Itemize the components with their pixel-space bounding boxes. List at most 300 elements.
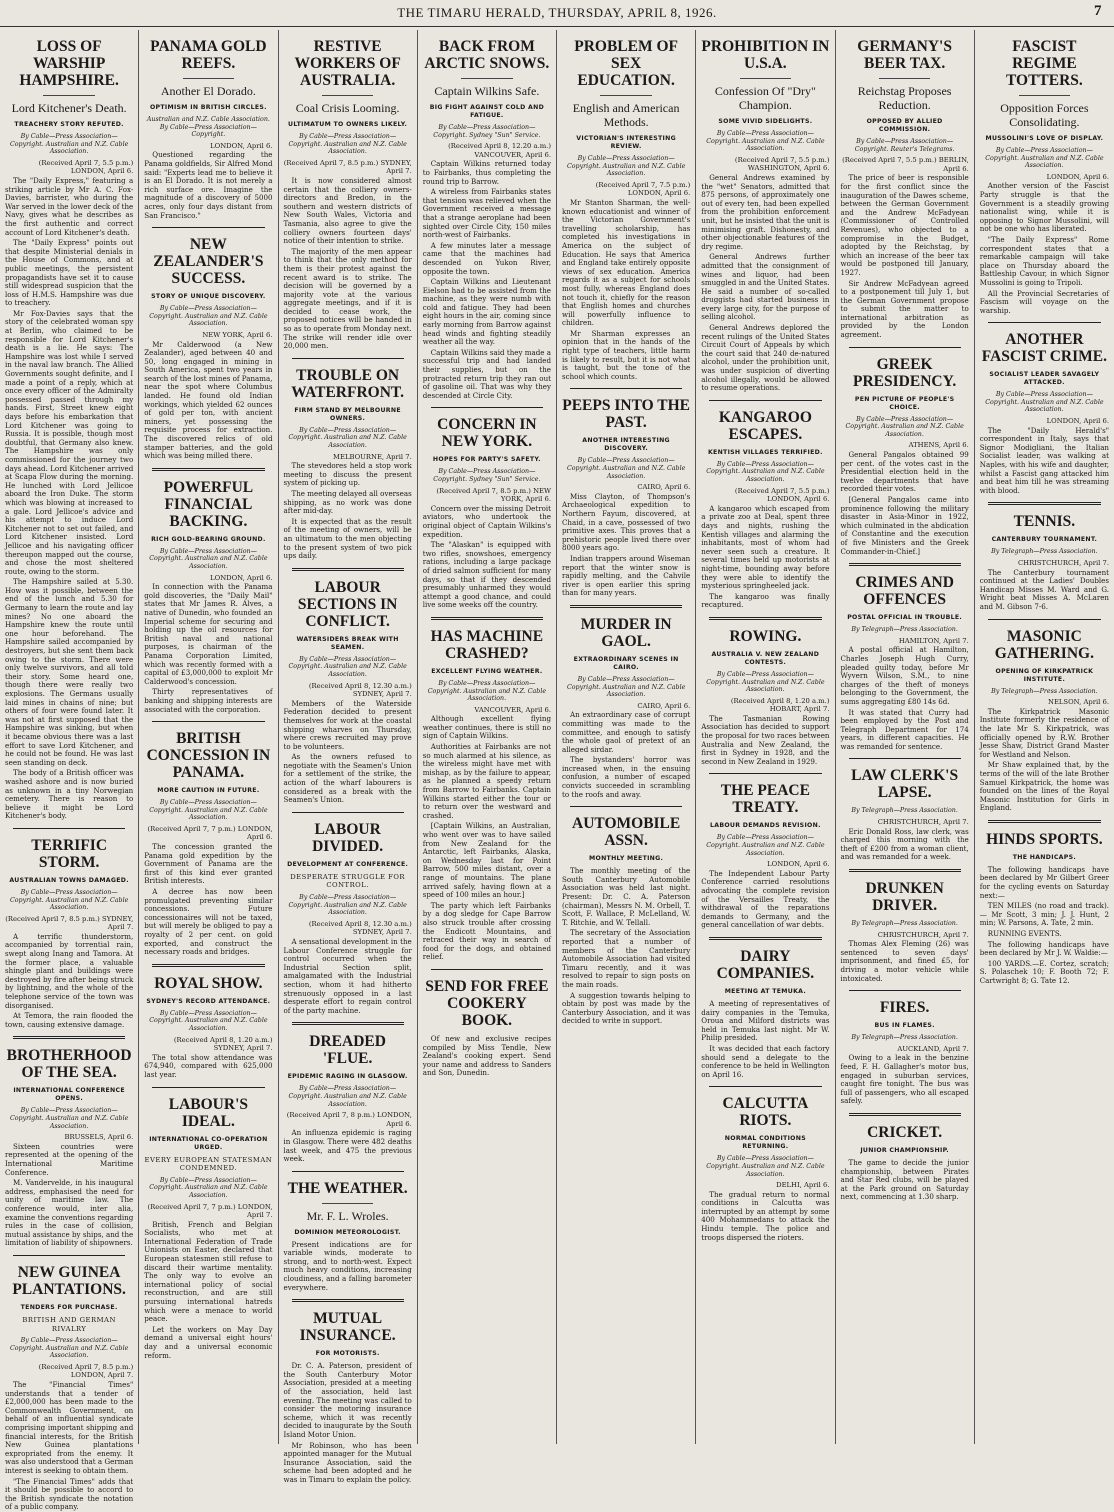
body-paragraph: Mr Robinson, who has been appointed manager for the Mutual Insurance Association, said the scheme had been adopted and he was in Timaru to explain the policy. (283, 1440, 412, 1484)
column-rule (709, 773, 821, 774)
headline: BRITISH CONCESSION IN PANAMA. (146, 730, 271, 782)
article (980, 322, 1109, 495)
sub-rule (322, 1203, 373, 1204)
headline: TERRIFIC STORM. (31, 836, 108, 871)
body-paragraph: Although excellent flying weather continues, there is still no sign of Captain Wilkins. (422, 714, 551, 741)
article (562, 388, 690, 598)
press-credit: By Telegraph—Press Association. (991, 548, 1098, 556)
body-paragraph: A decree has now been promulgated preventing similar concessions. Future concessionaires will not be taxed, but will merely be obliged to pay a royalty of 2 per cent. on gold exported, and construct the necessary roads and bridges. (144, 887, 273, 957)
sub-rule (740, 78, 791, 79)
headline: ROYAL SHOW. (154, 974, 263, 992)
body-paragraph: Let the workers on May Day demand a universal eight hours' day and a universal economic reform. (144, 1324, 273, 1360)
body-paragraph: The secretary of the Association reported that a number of members of the Canterbury Automobile Association had visited Timaru recently, and it was resolved to repair to sign posts on the main roads. (562, 928, 691, 989)
column (975, 30, 1114, 1444)
tagline: BUS IN FLAMES. (874, 1022, 935, 1030)
body-paragraph: Captain Wilkins and Lieutenant Eielson had to be assisted from the machine, as they were numb with cold and fatigue. They had been eight hours in the air, coming since early morning from Barrow against head winds and fighting steadily weather all the way. (422, 277, 551, 347)
dateline: (Received April 8, 12.30 a.m.) SYDNEY, April 7. (308, 919, 412, 937)
body-paragraph: General Andrews deplored the recent rulings of the United States Circuit Court of Appeals by which the court said that 240 de-natured alcohol, under the prohibition unit, was under suspicion of diverting alcohol illegally, would be allowed to resume operations. (701, 323, 830, 393)
tagline: CANTERBURY TOURNAMENT. (991, 536, 1098, 544)
article (284, 38, 412, 351)
body-paragraph: [General Pangalos came into prominence following the military disaster in Asia-Minor in 1922, which culminated in the abdication of Constantine and the execution of five Ministers and the Greek Commander-in-Chief.] (840, 495, 969, 556)
article (701, 38, 829, 393)
press-credit: By Cable—Press Association—Copyright. Australian and N.Z. Cable Association. (288, 655, 407, 678)
dateline: (Received April 8, 12.20 a.m.) VANCOUVER, April 6. (448, 142, 551, 159)
dateline: LONDON, April 6. (1046, 172, 1109, 181)
section-head: BRITISH AND GERMAN RIVALRY (22, 1315, 116, 1333)
tagline: LABOUR DEMANDS REVISION. (710, 822, 821, 830)
page-number: 7 (1094, 3, 1102, 19)
headline: THE PEACE TREATY. (720, 782, 810, 817)
dateline: (Received April 7, 8.5 p.m.) NEW YORK, April 6. (436, 486, 551, 504)
article (144, 964, 272, 1080)
dateline: LONDON, April 6. (210, 573, 273, 582)
article (562, 605, 690, 799)
headline: LABOUR'S IDEAL. (168, 1095, 248, 1130)
article (144, 468, 272, 714)
article (284, 1171, 412, 1293)
dateline: LONDON, April 6. (210, 141, 273, 150)
article (701, 400, 829, 610)
body-paragraph: Sir Andrew McFadyean agreed to a postponement till July 1, but the German Government propose to submit the matter to international arbitration as provided by the London agreement. (840, 278, 969, 340)
column-rule (849, 758, 961, 759)
tagline: OPENING OF KIRKPATRICK INSTITUTE. (995, 667, 1094, 683)
body-paragraph: Present indications are for variable winds, moderate to strong, and to north-west. Expect much heavy conditions, increasing cloudiness, and a falling barometer everywhere. (283, 1239, 412, 1292)
column-rule (709, 1086, 821, 1087)
column-rule (709, 400, 821, 401)
headline: HAS MACHINE CRASHED? (430, 627, 544, 662)
column-rule (152, 964, 264, 967)
headline: GERMANY'S BEER TAX. (857, 38, 952, 72)
article (284, 1299, 412, 1484)
body-paragraph: Another version of the Fascist Party struggle is that the Government is a steadily growing nationalist wing, while it is opposing to Signor Mussolini, will not be one who has liberated. (979, 181, 1109, 234)
section-head: DESPERATE STRUGGLE FOR CONTROL. (290, 872, 406, 890)
column (696, 30, 835, 1444)
tagline: THE HANDICAPS. (1012, 853, 1076, 861)
body-paragraph: The "Daily Express" points out that despite Ministerial denials in the House of Commons, and at public meetings, the persistent propagandists have set it to cause still widespread suspicion that the loss of H.M.S. Hampshire was due to treachery. (5, 238, 134, 308)
headline: MURDER IN GAOL. (580, 615, 672, 650)
body-paragraph: "The Daily Express" Rome correspondent states that a remarkable campaign will take place on Thursday aboard the Battleship Cavour, in which Signor Mussolini is going to Tripoli. (979, 234, 1109, 287)
body-paragraph: As the owners refused to negotiate with the Seamen's Union for a settlement of the strike, the action of the wharf labourers is considered as a break with the Seamen's Union. (283, 752, 412, 805)
press-credit: By Cable—Press Association—Copyright. Australian and N.Z. Cable Association. (149, 1176, 268, 1199)
body-paragraph: A meeting of representatives of dairy companies in the Temuka, Oroua and Milford districts was held in Temuka last night. Mr W. Philip presided. (701, 998, 830, 1043)
tagline: ANOTHER INTERESTING DISCOVERY. (582, 437, 670, 453)
subheadline: Opposition Forces Consolidating. (1000, 101, 1089, 129)
article (701, 1086, 829, 1242)
press-credit: By Cable—Press Association—Copyright. Australian and N.Z. Cable Association. (149, 547, 268, 570)
article (980, 820, 1109, 986)
headline: TENNIS. (1013, 513, 1076, 531)
dateline: (Received April 7, 5.5 p.m.) WASHINGTON, April 6. (734, 155, 830, 173)
body-paragraph: Mr Shaw explained that, by the terms of the will of the late Brother Samuel Kirkpatrick, the home was founded on the lines of the Royal Masonic Institution for Girls in England. (979, 760, 1109, 813)
headline: THE WEATHER. (287, 1179, 408, 1197)
dateline: (Received April 7, 8.5 p.m.) SYDNEY, April 7. (5, 914, 134, 932)
dateline: CHRISTCHURCH, April 7. (877, 930, 969, 939)
dateline: DELHI, April 6. (776, 1181, 830, 1190)
body-paragraph: Captain Wilkins said they made a successful trip and had landed their supplies, but on the protracted return trip they ran out of gasoline oil. That was why they descended at Circle City. (422, 347, 551, 400)
body-paragraph: The game to decide the junior championship, between Pirates and Star Red clubs, will be played at the Park ground on Saturday next, commencing at 1.30 sharp. (840, 1157, 969, 1202)
press-credit: By Cable—Press Association—Copyright. Sydney "Sun" Service. (433, 124, 541, 139)
headline: FASCIST REGIME TOTTERS. (1005, 38, 1083, 89)
column-rule (849, 347, 961, 348)
column-rule (849, 990, 961, 991)
body-paragraph: General Andrews further admitted that the consignment of wines and liquor, had been smuggled in and the United States. He said a number of so-called druggists had started business in every large city, for the purpose of selling alcohol. (701, 252, 830, 322)
headline: HINDS SPORTS. (986, 830, 1103, 848)
dateline: (Received April 8, 1.20 a.m.) HOBART, April 7. (730, 696, 830, 714)
body-paragraph: The Kirkpatrick Masonic Institute formerly the residence of the late Mr S. Kirkpatrick, was officially opened by R.W. Brother Jesse Shaw, District Grand Master for Westland and Nelson. (979, 706, 1109, 759)
headline: AUTOMOBILE ASSN. (572, 815, 681, 850)
column-rule (292, 358, 404, 359)
body-paragraph: [Captain Wilkins, an Australian, who went over was to have sailed from New Zealand for the Antarctic, left Fairbanks, Alaska, on Wednesday last for Point Barrow, 500 miles distant, over a range of mountains. The plane arrived safely, having flown at a speed of 100 miles an hour.] (422, 821, 551, 900)
sub-rule (183, 78, 234, 79)
tagline: JUNIOR CHAMPIONSHIP. (860, 1146, 949, 1154)
tagline: AUSTRALIAN TOWNS DAMAGED. (9, 876, 129, 884)
dateline: (Received April 7, 8 p.m.) LONDON, April 6. (286, 1111, 412, 1128)
column-rule (152, 721, 264, 722)
subheadline: Mr. F. L. Wroles. (306, 1208, 389, 1223)
press-credit: By Cable—Press Association—Copyright. Australian and N.Z. Cable Association. (566, 675, 686, 699)
article (5, 1255, 133, 1512)
column (557, 30, 696, 1444)
tagline: INTERNATIONAL CO-OPERATION URGED. (149, 1135, 268, 1151)
headline: DREADED 'FLUE. (309, 1033, 386, 1068)
body-paragraph: A sensational development in the Labour Conference struggle for control occurred when the Industrial Section split, amalgamated with the Industrial section, whom it had hitherto strenuously opposed in a last desperate effort to regain control of the party machine. (283, 937, 412, 1015)
article (701, 937, 829, 1079)
column-rule (431, 617, 543, 620)
body-paragraph: The concession granted the Panama gold expedition by the Government of Panama are the first of this kind ever granted British interests. (144, 842, 273, 886)
press-credit: By Telegraph—Press Association. (851, 626, 958, 634)
subheadline: Lord Kitchener's Death. (11, 101, 127, 115)
headline: CALCUTTA RIOTS. (722, 1095, 809, 1130)
headline: PROBLEM OF SEX EDUCATION. (574, 38, 678, 89)
body-paragraph: 100 YARDS.—E. Cortez, scratch; S. Polaschek 10; F. Booth 72; F. Cartwright 8; G. Tate 12. (979, 958, 1109, 985)
column (418, 30, 557, 1444)
headline: CRIMES AND OFFENCES (855, 574, 954, 609)
press-credit: By Cable—Press Association—Copyright. Australian and N.Z. Cable Association. (9, 133, 129, 156)
article (701, 773, 829, 930)
dateline: (Received April 7, 7 p.m.) LONDON, April 7. (147, 1202, 273, 1220)
body-paragraph: The "Daily Herald's" correspondent in Italy, says that Signor Modigliani, the Italian Socialist leader, was walking at Naples, with his wife and daughter, whilst a Fascist gang attacked him and beat him till he was streaming with blood. (979, 425, 1109, 495)
tagline: EXCELLENT FLYING WEATHER. (431, 667, 543, 675)
press-credit: By Cable—Press Association—Copyright. Australian and N.Z. Cable Association. (706, 834, 825, 857)
press-credit: By Cable—Press Association—Copyright. Australian and N.Z. Cable Association. (566, 155, 686, 178)
body-paragraph: Owing to a leak in the benzine feed, F. H. Gallagher's motor bus, engaged in suburban services, caught fire tonight. The bus was full of passengers, who all escaped safely. (840, 1053, 969, 1106)
press-credit: By Telegraph—Press Association. (851, 1034, 958, 1042)
headline: BACK FROM ARCTIC SNOWS. (424, 38, 550, 72)
body-paragraph: A kangaroo which escaped from a private zoo at Deal, spent three days and nights, rushing the Kentish villages and alarming the inhabitants, most of whom had never seen such a creature. It several times held up motorists at night-time, bounding away before they were able to identify the mysterious springheeled jack. (701, 503, 830, 591)
column-rule (570, 388, 682, 389)
headline: POWERFUL FINANCIAL BACKING. (163, 478, 254, 530)
body-paragraph: Captain Wilkins returned today to Fairbanks, thus completing the round trip to Barrow. (422, 159, 551, 186)
column-rule (292, 1171, 404, 1172)
tagline: TREACHERY STORY REFUTED. (14, 121, 124, 128)
tagline: BIG FIGHT AGAINST COLD AND FATIGUE. (429, 104, 545, 119)
body-paragraph: An influenza epidemic is raging in Glasgow. There were 482 deaths last week, and 475 the previous week. (283, 1128, 412, 1164)
dateline: (Received April 8, 1.20 a.m.) SYDNEY, April 7. (173, 1035, 273, 1053)
column-rule (709, 617, 821, 620)
tagline: FOR MOTORISTS. (315, 1350, 380, 1358)
body-paragraph: General Pangalos obtained 99 per cent. of the votes cast in the Presidential election held in the twelve departments that have recorded their votes. (840, 450, 969, 494)
body-paragraph: Mr Sharman expresses an opinion that in the hands of the right type of teachers, little harm is likely to result, but it is not what is taught, but the tone of the school which counts. (562, 328, 691, 381)
article (562, 38, 690, 381)
headline: CRICKET. (867, 1123, 943, 1141)
headline: RESTIVE WORKERS OF AUSTRALIA. (294, 38, 401, 89)
tagline: DEVELOPMENT AT CONFERENCE. (287, 860, 409, 868)
article (5, 38, 133, 821)
masthead-title: THE TIMARU HERALD, THURSDAY, APRIL 8, 1926. (397, 5, 717, 20)
dateline: NEW YORK, April 6. (202, 330, 273, 339)
sub-rule (322, 95, 373, 96)
press-credit: By Cable—Press Association—Copyright. Australian and N.Z. Cable Association. (985, 391, 1104, 414)
headline: DRUNKEN DRIVER. (865, 880, 944, 915)
article (841, 563, 969, 751)
dateline: (Received April 7, 8.5 p.m.) SYDNEY, April 7. (283, 158, 412, 176)
tagline: STORY OF UNIQUE DISCOVERY. (151, 293, 266, 301)
article (701, 617, 829, 767)
headline: MUTUAL INSURANCE. (299, 1310, 396, 1345)
tagline: DOMINION METEOROLOGIST. (294, 1228, 401, 1236)
body-paragraph: The price of beer is responsible for the first conflict since the inauguration of the Dawes scheme, between the German Government and the Andrew McFadyean (Commissioner of Controlled Revenues), who objected to a compromise in the Budget, adopted by the Reichstag, by which an increase of the beer tax would be postponed till January, 1927. (840, 173, 969, 277)
column-container (0, 30, 1114, 1512)
headline: ROWING. (729, 627, 802, 645)
tagline: HOPES FOR PARTY'S SAFETY. (432, 456, 541, 464)
column (836, 30, 975, 1444)
press-credit: By Cable—Press Association—Copyright. Australian and N.Z. Cable Association. (566, 457, 686, 480)
dateline: LONDON, April 6. (767, 860, 830, 869)
dateline: (Received April 7, 5.5 p.m.) BERLIN, April 6. (842, 156, 969, 173)
column-rule (292, 812, 404, 813)
body-paragraph: Mr Stanton Sharman, the well-known educationist and winner of the Victorian Government's travelling scholarship, has completed his investigations in America on the subject of Education. He says that America and England take entirely opposite views of sex education. America regards it as a subject for schools most fully, whereas England does not touch it, chiefly for the reason that English homes and churches will powerfully influence to children. (562, 197, 691, 328)
article (562, 806, 690, 1026)
body-paragraph: Members of the Waterside Federation decided to present themselves for work at the coastal shipping wharves on Thursday, where crews recruited may prove to be volunteers. (283, 698, 412, 751)
subheadline: Confession Of "Dry" Champion. (714, 84, 816, 112)
dateline: ATHENS, April 6. (908, 441, 969, 450)
column-rule (292, 1299, 404, 1302)
section-head: EVERY EUROPEAN STATESMAN CONDEMNED. (144, 1155, 273, 1173)
press-credit: By Cable—Press Association—Copyright. Australian and N.Z. Cable Association. (9, 1107, 129, 1130)
column-rule (849, 869, 961, 872)
headline: KANGAROO ESCAPES. (718, 408, 812, 443)
column-rule (431, 969, 543, 970)
body-paragraph: RUNNING EVENTS. (987, 929, 1062, 939)
body-paragraph: M. Vandervelde, in his inaugural address, emphasised the need for unity of maritime law. The conference would, inter alia, examine the conventions regarding rules in the case of collision, mutual assistance by ships, and the limitation of liability of shipowners. (5, 1178, 134, 1248)
article (5, 1036, 133, 1248)
body-paragraph: It was stated that Curry had been employed by the Post and Telegraph Department for 174 years, in different capacities. He was remanded for sentence. (840, 707, 969, 751)
headline: FIRES. (879, 999, 930, 1017)
tagline: AUSTRALIA V. NEW ZEALAND CONTESTS. (711, 650, 820, 666)
press-credit: By Cable—Press Association—Copyright. Australian and N.Z. Cable Association. (706, 670, 825, 694)
column-rule (152, 227, 264, 228)
body-paragraph: Authorities at Fairbanks are not so much alarmed at his silence, as the wireless might have met with mishap, as by the failure to appear, as he planned a speedy return from Barrow to Fairbanks. Captain Wilkins started either the tour or to return over the westward and crashed. (422, 742, 551, 820)
body-paragraph: The "Daily Express," featuring a striking article by Mr A. C. Fox-Davies, barrister, who during the War served in the lower deck of the Navy, gives what he describes as the first authentic and correct account of Lord Kitchener's death. (5, 175, 134, 237)
press-credit: By Cable—Press Association—Copyright. Australian and N.Z. Cable Association. (985, 147, 1104, 170)
tagline: EXTRAORDINARY SCENES IN CAIRO. (573, 655, 679, 671)
dateline: CHRISTCHURCH, April 7. (1017, 559, 1109, 567)
column-rule (292, 568, 404, 571)
tagline: INTERNATIONAL CONFERENCE OPENS. (13, 1087, 125, 1103)
tagline: NORMAL CONDITIONS RETURNING. (724, 1135, 806, 1151)
body-paragraph: The "Financial Times" understands that a tender of £2,000,000 has been made to the Commonwealth Government, on behalf of an influential syndicate comprising important shipping and financial interests, for the British New Guinea plantations expropriated from the enemy. It was also understood that a German interest is seeking to obtain them. (5, 1380, 134, 1475)
dateline: BRUSSELS, April 6. (64, 1133, 134, 1142)
body-paragraph: The majority of the men appear to think that the only method for them is their protest against the recent award is to strike. The decision will be governed by a majority vote at the various aggregate meetings, and if it is decided to cease work, the proposed notices will be handed in so as to operate from Monday next. The strike will render idle over 20,000 men. (283, 246, 412, 351)
article (144, 227, 272, 461)
dateline: HAMILTON, April 7. (898, 636, 969, 645)
column-rule (988, 502, 1101, 505)
body-paragraph: The following handicaps have been declared by Mr Gilbert Greer for the cycling events on Saturday next:— (979, 864, 1109, 900)
dateline: (Received April 7, 5.5 p.m.) LONDON, April 6. (734, 486, 830, 504)
tagline: MONTHLY MEETING. (589, 855, 664, 863)
body-paragraph: The meeting delayed all overseas shipping, as no work was done after mid-day. (283, 489, 412, 516)
headline: TROUBLE ON WATERFRONT. (291, 366, 404, 401)
column-rule (849, 563, 961, 566)
headline: PANAMA GOLD REEFS. (150, 38, 267, 72)
press-credit: By Cable—Press Association—Copyright. Australian and N.Z. Cable Association. (288, 1085, 407, 1108)
article (980, 38, 1109, 315)
headline: LABOUR DIVIDED. (312, 820, 384, 855)
tagline: SYDNEY'S RECORD ATTENDANCE. (146, 997, 271, 1005)
press-credit: By Cable—Press Association—Copyright. Australian and N.Z. Cable Association. (845, 415, 964, 438)
press-credit: By Telegraph—Press Association. (991, 687, 1098, 695)
body-paragraph: The bystanders' horror was increased when, in the ensuing confusion, a number of escaped convicts succeeded in scrambling to the roofs and away. (562, 755, 691, 799)
press-credit: By Cable—Press Association—Copyright. Australian and N.Z. Cable Association. (288, 133, 407, 156)
tagline: ULTIMATUM TO OWNERS LIKELY. (288, 121, 408, 128)
dateline: (Received April 7, 7 p.m.) LONDON, April 6. (147, 824, 273, 842)
sub-rule (1019, 95, 1071, 96)
press-credit: By Cable—Press Association—Copyright. Australian and N.Z. Cable Association. (706, 1155, 825, 1178)
column-rule (13, 1036, 125, 1039)
body-paragraph: Questioned regarding the Panama goldfields, Sir Alfred Mond said: "Experts lead me to believe it is an El Dorado. It is not merely a rich surface ore. Imagine the magnitude of a discovery of 5000 acres, only four days distant from San Francisco." (144, 150, 273, 220)
column-rule (709, 937, 821, 940)
article (284, 358, 412, 561)
column-rule (988, 322, 1101, 323)
dateline: (Received April 7, 7.5 p.m.) LONDON, April 6. (595, 180, 691, 198)
column (279, 30, 418, 1484)
body-paragraph: In connection with the Panama gold discoveries, the "Daily Mail" states that Mr James R. Alves, a native of Dunedin, who founded an Imperial scheme for securing and holding up the oil resources for British naval and national purposes, is chairman of the Panama Corporation Limited, which was recently formed with a capital of £3,000,000 to exploit Mr Calderwood's concession. (144, 582, 273, 686)
headline: BROTHERHOOD OF THE SEA. (6, 1047, 132, 1082)
headline: NEW ZEALANDER'S SUCCESS. (153, 236, 264, 288)
body-paragraph: The body of a British officer was washed ashore and is now buried as unknown in a tiny Norwegian cemetery. There is reason to believe it might be Lord Kitchener's body. (5, 768, 134, 821)
column (0, 30, 139, 1512)
press-credit: By Cable—Press Association—Copyright. Australian and N.Z. Cable Association. (149, 799, 268, 822)
tagline: SOME VIVID SIDELIGHTS. (718, 118, 813, 125)
column-rule (152, 468, 264, 471)
tagline: FIRM STAND BY MELBOURNE OWNERS. (294, 406, 401, 422)
tagline: MORE CAUTION IN FUTURE. (157, 787, 260, 795)
dateline: MELBOURNE, April 7. (333, 452, 412, 461)
article (144, 1087, 272, 1361)
body-paragraph: The Canterbury tournament continued at the Ladies' Doubles Handicap Misses M. Ward and G. Wright beat Misses A. McLaren and M. Gibson 7-6. (979, 567, 1109, 611)
body-paragraph: A terrific thunderstorm, accompanied by torrential rain, swept along Inang and Tamora. At the former place, a valuable shingle plant and buildings were destroyed by fire after being struck by lightning, and the whole of the telephone service of the town was disorganised. (5, 931, 134, 1010)
article (841, 869, 969, 983)
body-paragraph: Mr Fox-Davies says that the story of the celebrated woman spy at Berlin, who claimed to be responsible for Lord Kitchener's death is a lie. He says: The Hampshire was lost while I served in the naval law branch. The Allied Governments sought definite, and I made a point of a reply, which at once every officer of the Admiralty possessed passed through my hands. First, Street knew eight days before his embarkation that Lord Kitchener was going to Russia. It is possible, though most doubtful, that Germany also knew. The Hampshire was only commissioned for the journey two days ahead. Lord Kitchener arrived at Scapa Flow during the morning. He lunched with Lord Jellicoe aboard the Iron Duke. The storm which was blowing at increased to a gale. Lord Jellicoe's advice and his attempt to induce Lord Kitchener not to set out failed, and Lord Kitchener insisted. Lord Jellicoe and his navigating officer thereupon mapped out the course, and chose the most sheltered route, owing to the storm. (5, 308, 134, 576)
body-paragraph: Thomas Alex Fleming (26) was sentenced to seven days' imprisonment, and fined £5, for driving a motor vehicle while intoxicated. (840, 939, 969, 983)
headline: PEEPS INTO THE PAST. (562, 397, 691, 432)
body-paragraph: Concern over the missing Detroit aviators, who undertook the original object of Captain Wilkins's expedition. (422, 503, 551, 539)
press-credit: By Cable—Press Association—Copyright. Australian and N.Z. Cable Association. (149, 1009, 268, 1032)
dateline: LONDON, April 6. (1046, 417, 1109, 426)
column-rule (849, 1113, 961, 1116)
press-credit: By Cable—Press Association—Copyright. Australian and N.Z. Cable Association. (9, 888, 129, 912)
article (841, 38, 969, 340)
body-paragraph: All the Provincial Secretaries of Fascism will voyage on the warship. (979, 288, 1109, 315)
subheadline: Coal Crisis Looming. (295, 101, 400, 115)
body-paragraph: "The Financial Times" adds that it should be possible to accord to the British syndicate the notation of a public company. (5, 1476, 134, 1512)
body-paragraph: The following handicaps have been declared by Mr J. W. Waldie:— (979, 939, 1109, 958)
column-rule (152, 1087, 264, 1088)
dateline: NELSON, April 6. (1048, 698, 1109, 707)
body-paragraph: Dr. C. A. Paterson, president of the South Canterbury Motor Association, presided at a meeting of the association, held last evening. The meeting was called to consider the motoring insurance scheme, which it was recently decided to inaugurate by the South Island Motor Union. (283, 1361, 412, 1439)
sub-rule (879, 78, 930, 79)
tagline: MEETING AT TEMUKA. (724, 987, 807, 995)
body-paragraph: A postal official at Hamilton, Charles Joseph Hugh Curry, pleaded guilty today, before Mr Wyvern Wilson, S.M., to nine charges of the theft of moneys belonging to the Government, the sums aggregating £80 14s 6d. (840, 645, 969, 706)
sub-rule (43, 95, 94, 96)
body-paragraph: A suggestion towards helping to obtain by post was made by the Canterbury Association, and it was decided to write in support. (562, 990, 691, 1026)
tagline: SOCIALIST LEADER SAVAGELY ATTACKED. (989, 371, 1100, 387)
dateline: VANCOUVER, April 6. (474, 705, 551, 714)
article (284, 1022, 412, 1163)
body-paragraph: A few minutes later a message came that the machines had descended on Yukon River, opposite the town. (422, 240, 551, 276)
dateline: CAIRO, April 6. (637, 483, 691, 492)
body-paragraph: The Independent Labour Party Conference carried resolutions advocating the complete revision of the Versailles Treaty, the withdrawal of the reparations demands to Germany, and the general cancellation of war debts. (701, 868, 830, 930)
body-paragraph: An extraordinary case of corrupt committing was made to the committee, and enough to satisfy the whole gaol of pretext of an alleged sirdar. (562, 710, 691, 754)
column-rule (988, 619, 1101, 620)
press-credit: By Telegraph—Press Association. (851, 920, 958, 928)
press-credit: By Cable—Press Association—Copyright. Australian and N.Z. Cable Association. (288, 894, 407, 917)
column-rule (570, 806, 682, 807)
article (284, 812, 412, 1016)
body-paragraph: Miss Clayton, of Thompson's Archaeological expedition to Northern Fayum, discovered, at Chaid, in a cave, possessed of two primitive axes. This proves that a prehistoric people lived there over 8000 years ago. (562, 491, 691, 553)
tagline: OPPOSED BY ALLIED COMMISSION. (866, 118, 943, 133)
press-credit: By Cable—Press Association—Copyright. Australian and N.Z. Cable Association. (427, 679, 547, 703)
headline: LOSS OF WARSHIP HAMPSHIRE. (19, 38, 119, 89)
dateline: (Received April 7, 5.5 p.m.) LONDON, April 6. (38, 158, 134, 176)
subheadline: Captain Wilkins Safe. (434, 84, 540, 98)
dateline: CHRISTCHURCH, April 7. (877, 818, 969, 827)
body-paragraph: Thirty representatives of banking and shipping interests are associated with the corporation. (144, 687, 273, 714)
press-credit: By Telegraph—Press Association. (851, 807, 958, 815)
press-credit: By Cable—Press Association—Copyright. Australian and N.Z. Cable Association. (9, 1337, 129, 1360)
article (284, 568, 412, 805)
subheadline: English and American Methods. (572, 101, 680, 129)
column-rule (988, 820, 1101, 823)
press-credit: By Cable—Press Association—Copyright. Australian and N.Z. Cable Association. (149, 305, 268, 328)
body-paragraph: It is expected that as the result of the meeting of owners, will be an ultimatum to the men objecting to the present system of two pick ups daily. (283, 516, 412, 561)
dateline: CAIRO, April 6. (637, 701, 691, 710)
headline: LAW CLERK'S LAPSE. (851, 767, 959, 802)
headline: NEW GUINEA PLANTATIONS. (12, 1263, 126, 1298)
masthead (0, 0, 1114, 27)
tagline: OPTIMISM IN BRITISH CIRCLES. (149, 104, 267, 111)
article (841, 347, 969, 557)
body-paragraph: The gradual return to normal conditions in Calcutta was interrupted by an attempt by some 400 Mohammedans to attack the Hindu temple. The police and troops dispersed the rioters. (701, 1189, 830, 1242)
press-credit: By Cable—Press Association—Copyright. Australian and N.Z. Cable Association. (288, 426, 407, 450)
body-paragraph: The party which left Fairbanks by a dog sledge for Cape Barrow also struck trouble after crossing the Endicott Mountains, and retraced their way in search of food for the dogs, and obtained relief. (422, 900, 551, 962)
body-paragraph: The Hampshire sailed at 5.30. How was it possible, between the end of the lunch and 5.30 for Germany to learn the route and lay mines? No one aboard the Hampshire knew the route until one hour beforehand. The Hampshire sailed accompanied by destroyers, but she sent them back owing to the storm. There were only twelve survivors, and all told their story. Some heard one, though there were really two explosions. The Germans usually laid mines in chains of nine; but others of four were found later. It was not at first supposed that the Hampshire was sinking, but when it became obvious there was a last effort to save Lord Kitchener, and he could not be found. He was last seen standing on deck. (5, 577, 134, 767)
body-paragraph: The "Alaskan" is equipped with two rifles, snowshoes, emergency rations, including a large package of dried salmon sufficient for many days, so that if they descended presumably unharmed they would attempt a good chance, and could live some weeks off the country. (422, 540, 551, 610)
press-credit: By Cable—Press Association—Copyright. Sydney "Sun" Service. (433, 468, 541, 483)
dateline: (Received April 7, 8.5 p.m.) LONDON, April 7. (38, 1362, 134, 1380)
article (5, 828, 133, 1030)
headline: DAIRY COMPANIES. (716, 947, 815, 982)
column-rule (431, 407, 543, 408)
dateline: AUCKLAND, April 7. (897, 1044, 969, 1053)
headline: SEND FOR FREE COOKERY BOOK. (425, 977, 549, 1029)
article (980, 502, 1109, 611)
column-rule (13, 1255, 125, 1256)
tagline: WATERSIDERS BREAK WITH SEAMEN. (296, 635, 399, 651)
tagline: MUSSOLINI'S LOVE OF DISPLAY. (985, 135, 1104, 142)
tagline: EPIDEMIC RAGING IN GLASGOW. (287, 1073, 408, 1081)
body-paragraph: The kangaroo was finally recaptured. (701, 591, 830, 610)
